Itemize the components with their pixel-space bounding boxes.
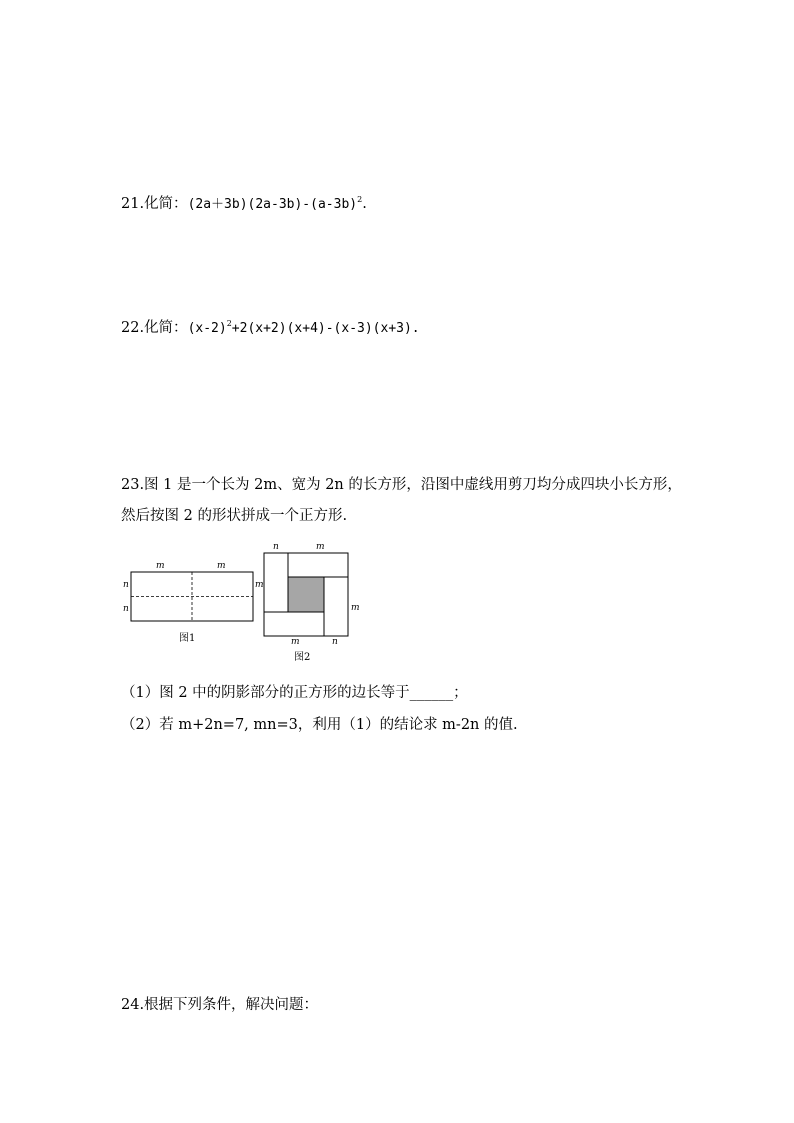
q23-sub1 (121, 683, 468, 703)
q23-sub2: （2）若 m+2n=7, mn=3，利用（1）的结论求 m-2n 的值. (121, 717, 518, 733)
q22-expression-a: (x-2) (187, 321, 227, 336)
fig1-label-n-top: n (123, 580, 129, 590)
fig2-label-m-right: m (351, 603, 360, 613)
q23-sub1-blank: ______ (409, 685, 454, 701)
question-24: 24.根据下列条件，解决问题： (121, 997, 319, 1013)
q22-number: 22. (121, 320, 145, 336)
q23-sub1-text: （1）图 2 中的阴影部分的正方形的边长等于 (121, 685, 410, 701)
q22-expression-b: +2(x+2)(x+4)-(x-3)(x+3). (231, 321, 420, 336)
q21-exponent: 2 (357, 195, 363, 204)
fig1-label-n-bottom: n (123, 604, 129, 614)
figure-1 (123, 561, 253, 644)
question-22 (121, 318, 420, 339)
q23-sub1-end: ； (453, 685, 468, 701)
fig2-label-n-top: n (273, 542, 279, 552)
question-21 (121, 194, 367, 215)
fig1-label-m-right: m (217, 561, 226, 571)
q22-exponent: 2 (226, 319, 232, 328)
fig1-label-m-left: m (156, 561, 165, 571)
figure-2 (255, 542, 360, 663)
q21-label: 化简： (144, 196, 188, 212)
fig2-label-m-top: m (316, 542, 325, 552)
fig2-label-m-left: m (255, 580, 264, 590)
fig2-label-n-bottom: n (332, 637, 338, 647)
fig2-shaded-square (288, 577, 324, 612)
q21-expression: (2a＋3b)(2a-3b)-(a-3b) (187, 197, 358, 212)
q23-line1: 23.图 1 是一个长为 2m、宽为 2n 的长方形，沿图中虚线用剪刀均分成四块小长方形， (121, 477, 682, 493)
q21-number: 21. (121, 196, 145, 212)
fig1-caption: 图1 (179, 633, 196, 644)
q21-end: . (362, 196, 367, 212)
q22-label: 化简： (144, 320, 188, 336)
fig2-label-m-bottom: m (291, 637, 300, 647)
fig2-caption: 图2 (294, 652, 311, 663)
q23-line2: 然后按图 2 的形状拼成一个正方形. (121, 508, 348, 524)
q23-figure (110, 535, 370, 670)
